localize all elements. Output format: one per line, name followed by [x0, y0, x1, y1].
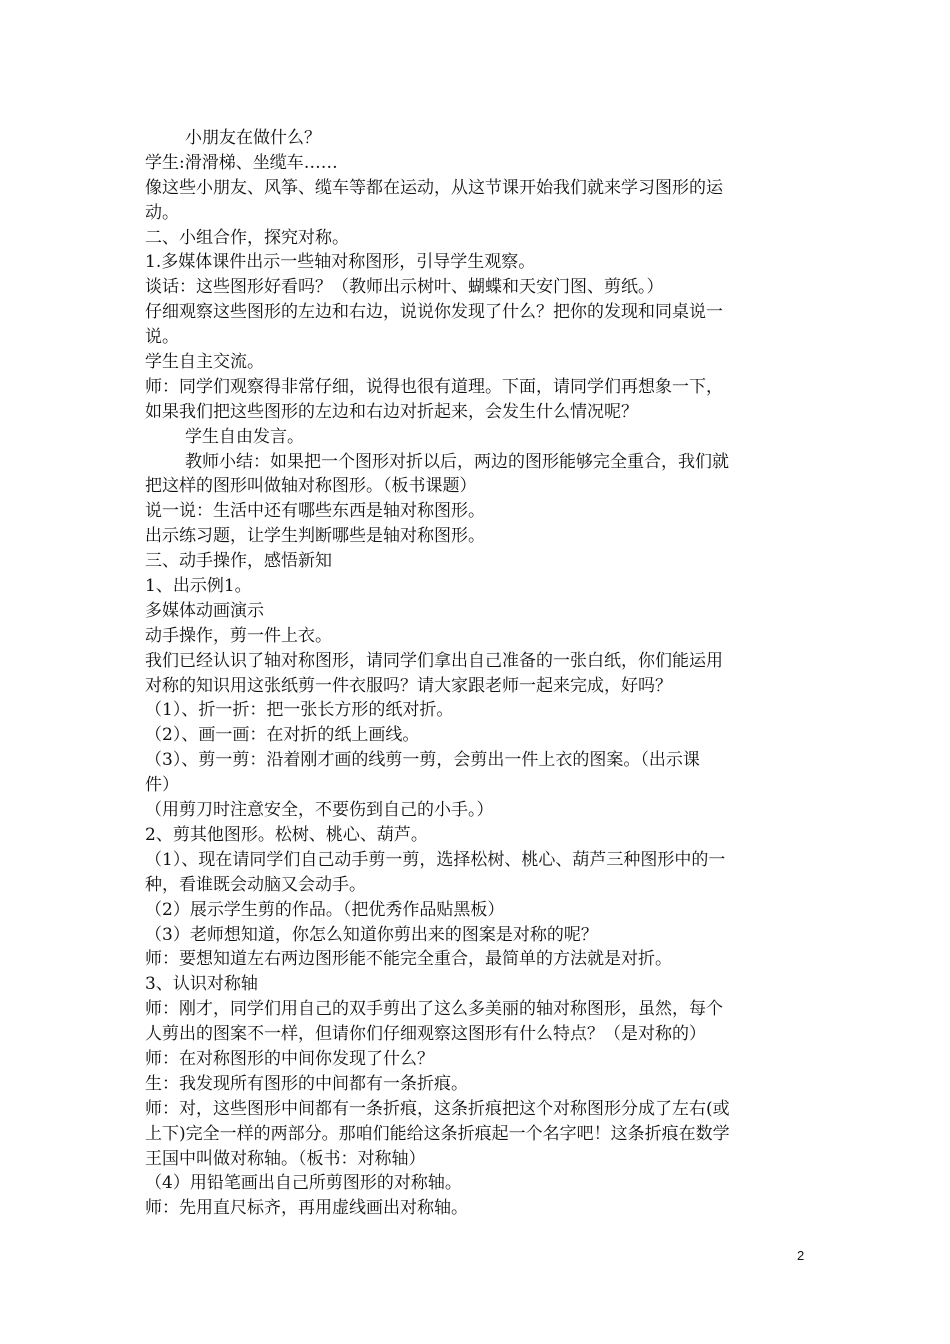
text-line: （2）、画一画：在对折的纸上画线。 — [145, 725, 420, 746]
text-line: 多媒体动画演示 — [145, 600, 264, 621]
text-line: 师：同学们观察得非常仔细，说得也很有道理。下面，请同学们再想象一下， — [145, 376, 723, 397]
text-line: （3）、剪一剪：沿着刚才画的线剪一剪，会剪出一件上衣的图案。（出示课 — [145, 750, 700, 771]
text-line: 小朋友在做什么？ — [185, 128, 321, 148]
body-text — [145, 126, 813, 1221]
text-line: 谈话：这些图形好看吗？（教师出示树叶、蝴蝶和天安门图、剪纸。） — [145, 277, 664, 298]
text-line: 1、出示例1。 — [145, 576, 252, 597]
section-heading: 二、小组合作，探究对称。 — [145, 227, 349, 248]
text-line: （1）、折一折：把一张长方形的纸对折。 — [145, 700, 454, 721]
text-line: 师：在对称图形的中间你发现了什么？ — [145, 1048, 434, 1069]
text-line: 2、剪其他图形。松树、桃心、葫芦。 — [145, 824, 428, 845]
text-line: 我们已经认识了轴对称图形，请同学们拿出自己准备的一张白纸，你们能运用 — [145, 650, 723, 671]
text-line: 像这些小朋友、风筝、缆车等都在运动，从这节课开始我们就来学习图形的运 — [145, 177, 723, 198]
text-line: 如果我们把这些图形的左边和右边对折起来，会发生什么情况呢？ — [145, 401, 638, 422]
text-line: （用剪刀时注意安全，不要伤到自己的小手。） — [145, 800, 494, 821]
text-line: （4）用铅笔画出自己所剪图形的对称轴。 — [145, 1173, 462, 1194]
text-line: 动。 — [145, 202, 179, 223]
text-line: 学生:滑滑梯、坐缆车…… — [145, 152, 338, 173]
text-line: 种，看谁既会动脑又会动手。 — [145, 874, 366, 895]
text-line: 说。 — [145, 327, 179, 348]
text-line: 王国中叫做对称轴。（板书：对称轴） — [145, 1148, 426, 1169]
text-line: 学生自主交流。 — [145, 352, 264, 373]
text-line: 生：我发现所有图形的中间都有一条折痕。 — [145, 1073, 468, 1094]
text-line: 教师小结：如果把一个图形对折以后，两边的图形能够完全重合，我们就 — [185, 451, 729, 472]
text-line: 师：对，这些图形中间都有一条折痕，这条折痕把这个对称图形分成了左右(或 — [145, 1098, 730, 1119]
text-line: 师：要想知道左右两边图形能不能完全重合，最简单的方法就是对折。 — [145, 949, 672, 970]
text-line: 1.多媒体课件出示一些轴对称图形，引导学生观察。 — [145, 252, 536, 273]
text-line: 件） — [145, 775, 179, 796]
text-line: 学生自由发言。 — [185, 426, 304, 447]
text-line: 仔细观察这些图形的左边和右边，说说你发现了什么？把你的发现和同桌说一 — [145, 302, 723, 323]
text-line: （3）老师想知道，你怎么知道你剪出来的图案是对称的呢？ — [145, 924, 598, 945]
text-line: 师：先用直尺标齐，再用虚线画出对称轴。 — [145, 1198, 468, 1219]
text-line: （2）展示学生剪的作品。（把优秀作品贴黑板） — [145, 899, 505, 920]
text-line: 师：刚才，同学们用自己的双手剪出了这么多美丽的轴对称图形，虽然，每个 — [145, 999, 723, 1020]
text-line: 对称的知识用这张纸剪一件衣服吗？请大家跟老师一起来完成，好吗？ — [145, 675, 672, 696]
text-line: 动手操作，剪一件上衣。 — [145, 625, 332, 646]
text-line: 把这样的图形叫做轴对称图形。（板书课题） — [145, 476, 477, 497]
page-number: 2 — [797, 1248, 805, 1263]
text-line: 出示练习题，让学生判断哪些是轴对称图形。 — [145, 526, 485, 547]
section-heading: 三、动手操作，感悟新知 — [145, 551, 332, 572]
section-heading: 3、认识对称轴 — [145, 974, 258, 995]
text-line: 上下)完全一样的两部分。那咱们能给这条折痕起一个名字吧！这条折痕在数学 — [145, 1123, 730, 1144]
text-line: 说一说：生活中还有哪些东西是轴对称图形。 — [145, 501, 485, 522]
text-line: 人剪出的图案不一样，但请你们仔细观察这图形有什么特点？（是对称的） — [145, 1024, 706, 1045]
text-line: （1）、现在请同学们自己动手剪一剪，选择松树、桃心、葫芦三种图形中的一 — [145, 849, 726, 870]
